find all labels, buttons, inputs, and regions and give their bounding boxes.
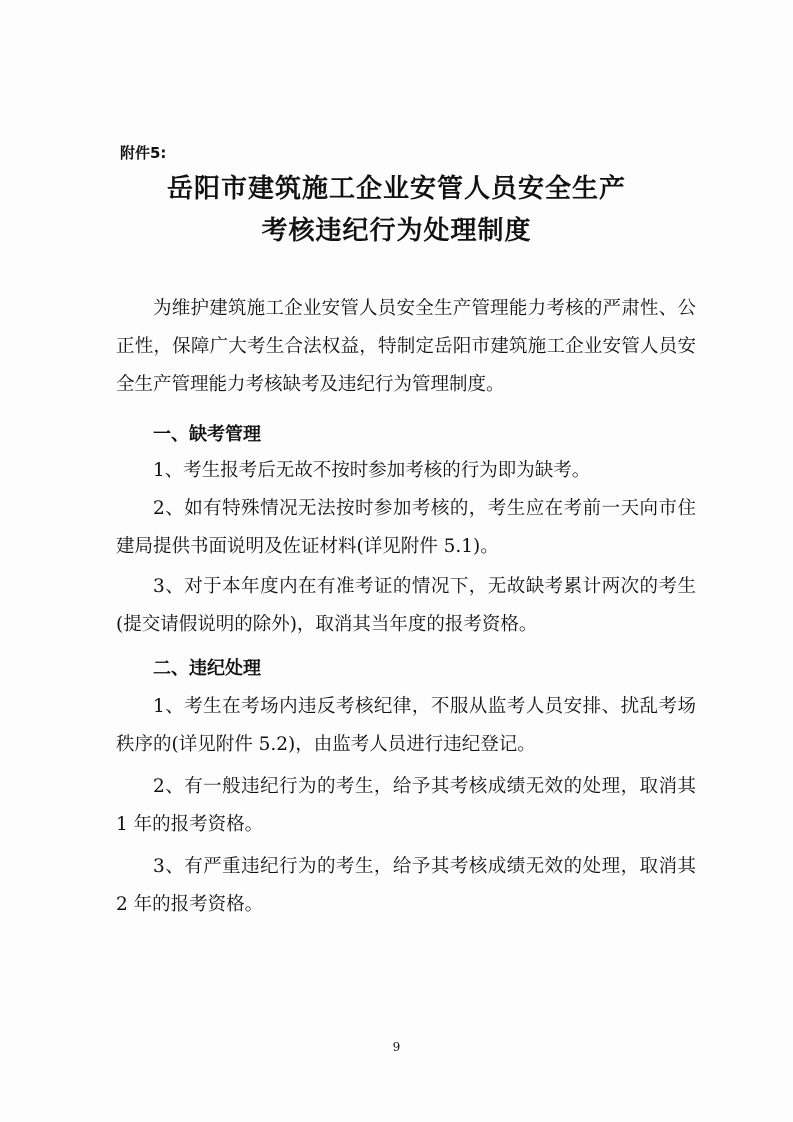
intro-paragraph: 为维护建筑施工企业安管人员安全生产管理能力考核的严肃性、公正性，保障广大考生合法权益，特制定岳阳市建筑施工企业安管人员安全生产管理能力考核缺考及违纪行为管理制度。 [116,298,696,395]
section-heading-absence: 一、缺考管理 [153,424,261,445]
absence-item-2: 2、如有特殊情况无法按时参加考核的，考生应在考前一天向市住建局提供书面说明及佐证材料(详见附件 5.1)。 [116,498,696,557]
attachment-label: 附件5: [120,144,167,162]
violation-item-2: 2、有一般违纪行为的考生，给予其考核成绩无效的处理，取消其 1 年的报考资格。 [116,776,696,835]
document-title-line-1: 岳阳市建筑施工企业安管人员安全生产 [166,174,626,204]
absence-item-1: 1、考生报考后无故不按时参加考核的行为即为缺考。 [153,460,591,481]
absence-item-3: 3、对于本年度内在有准考证的情况下，无故缺考累计两次的考生(提交请假说明的除外)，取消其当年度的报考资格。 [116,576,696,635]
violation-item-1: 1、考生在考场内违反考核纪律，不服从监考人员安排、扰乱考场秩序的(详见附件 5.2)，由监考人员进行违纪登记。 [116,696,696,755]
page-number: 9 [392,1040,401,1054]
section-heading-violation: 二、违纪处理 [153,658,261,679]
violation-item-3: 3、有严重违纪行为的考生，给予其考核成绩无效的处理，取消其 2 年的报考资格。 [116,856,696,915]
document-title-line-2: 考核违纪行为处理制度 [261,216,532,246]
